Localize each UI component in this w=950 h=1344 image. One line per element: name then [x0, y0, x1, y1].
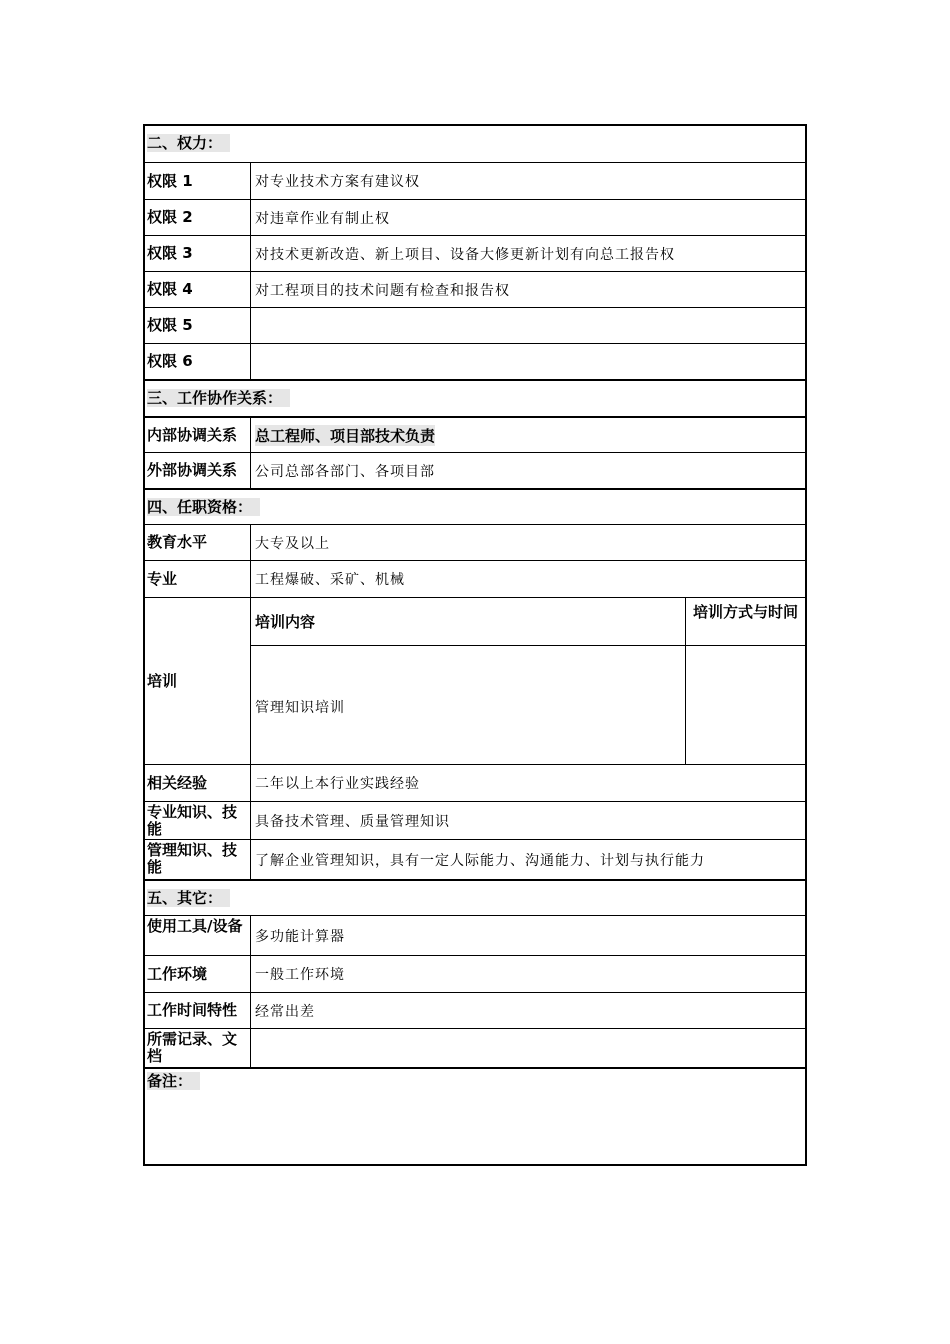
section-4-header [145, 488, 805, 524]
experience-value: 二年以上本行业实践经验 [255, 776, 420, 792]
authority-6-label: 权限 6 [145, 344, 251, 379]
training-content-header: 培训内容 [255, 613, 316, 631]
work-time-value: 经常出差 [255, 1003, 315, 1020]
environment-value: 一般工作环境 [255, 967, 345, 983]
authority-row-2 [145, 199, 805, 235]
records-value [251, 1029, 805, 1067]
internal-relation-value: 总工程师、项目部技术负责 [255, 426, 436, 445]
tools-row [145, 915, 805, 955]
authority-5-label: 权限 5 [145, 308, 251, 343]
authority-3-label: 权限 3 [145, 236, 251, 271]
authority-1-value: 对专业技术方案有建议权 [255, 174, 420, 190]
experience-row [145, 764, 805, 801]
remarks-title: 备注： [147, 1072, 200, 1090]
job-description-table [143, 124, 807, 1166]
section-4-title: 四、任职资格： [147, 498, 260, 516]
environment-row [145, 955, 805, 992]
section-3-header [145, 379, 805, 416]
authority-row-6 [145, 343, 805, 379]
mgmt-skills-value: 了解企业管理知识，具有一定人际能力、沟通能力、计划与执行能力 [255, 852, 705, 869]
section-2-title: 二、权力： [147, 134, 230, 152]
authority-6-value [251, 344, 805, 379]
external-relation-value: 公司总部各部门、各项目部 [255, 463, 435, 480]
internal-relation-row [145, 416, 805, 452]
training-method-header: 培训方式与时间 [685, 598, 805, 645]
section-3-title: 三、工作协作关系： [147, 389, 290, 407]
authority-2-label: 权限 2 [145, 200, 251, 235]
internal-relation-label: 内部协调关系 [145, 418, 251, 452]
tools-label: 使用工具/设备 [145, 916, 251, 955]
section-2-header [145, 126, 805, 162]
pro-skills-value: 具备技术管理、质量管理知识 [255, 813, 450, 830]
environment-label: 工作环境 [145, 956, 251, 992]
education-label: 教育水平 [145, 525, 251, 560]
pro-skills-row [145, 801, 805, 839]
education-value: 大专及以上 [255, 535, 330, 552]
authority-3-value: 对技术更新改造、新上项目、设备大修更新计划有向总工报告权 [255, 246, 675, 263]
major-value: 工程爆破、采矿、机械 [255, 572, 405, 588]
education-row [145, 524, 805, 560]
training-header [251, 598, 805, 646]
authority-5-value [251, 308, 805, 343]
external-relation-label: 外部协调关系 [145, 453, 251, 488]
training-label: 培训 [145, 598, 251, 764]
work-time-row [145, 992, 805, 1028]
external-relation-row [145, 452, 805, 488]
section-5-header [145, 879, 805, 915]
tools-value: 多功能计算器 [255, 928, 345, 945]
authority-row-3 [145, 235, 805, 271]
training-content-value: 管理知识培训 [255, 700, 345, 716]
section-5-title: 五、其它： [147, 889, 230, 907]
authority-row-4 [145, 271, 805, 307]
remarks-row [145, 1067, 805, 1164]
authority-row-1 [145, 162, 805, 199]
records-row [145, 1028, 805, 1067]
mgmt-skills-label: 管理知识、技能 [145, 840, 251, 879]
authority-row-5 [145, 307, 805, 343]
mgmt-skills-row [145, 839, 805, 879]
training-method-value [685, 646, 805, 764]
training-body [251, 646, 805, 764]
records-label: 所需记录、文档 [145, 1029, 251, 1067]
major-label: 专业 [145, 561, 251, 597]
authority-4-value: 对工程项目的技术问题有检查和报告权 [255, 282, 510, 299]
training-row [145, 597, 805, 764]
pro-skills-label: 专业知识、技能 [145, 802, 251, 839]
authority-4-label: 权限 4 [145, 272, 251, 307]
major-row [145, 560, 805, 597]
experience-label: 相关经验 [145, 765, 251, 801]
authority-1-label: 权限 1 [145, 163, 251, 199]
authority-2-value: 对违章作业有制止权 [255, 210, 390, 227]
work-time-label: 工作时间特性 [145, 993, 251, 1028]
